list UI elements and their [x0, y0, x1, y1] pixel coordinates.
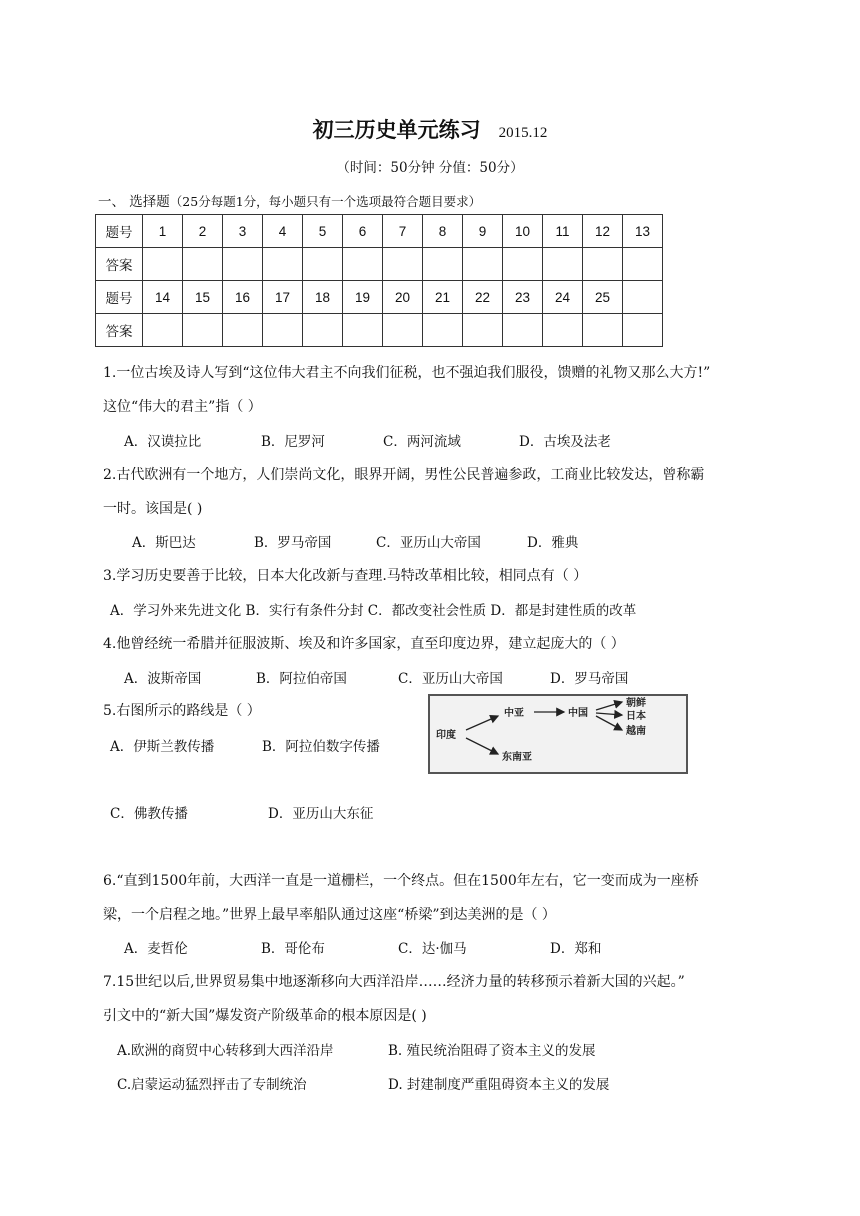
answer-cell[interactable]	[423, 314, 463, 347]
exam-info: （时间：50分钟 分值：50分）	[336, 160, 524, 176]
q5-option-a[interactable]: A．伊斯兰教传播	[110, 739, 215, 755]
answer-cell[interactable]	[543, 248, 583, 281]
answer-cell[interactable]	[583, 314, 623, 347]
question-number: 14	[143, 281, 183, 314]
node-korea: 朝鲜	[626, 698, 646, 709]
arrow-india-to-southeast-asia	[466, 738, 498, 754]
node-southeast-asia: 东南亚	[502, 752, 532, 763]
section-heading	[98, 190, 481, 210]
node-japan: 日本	[626, 711, 646, 722]
q4-option-d[interactable]: D．罗马帝国	[550, 671, 629, 687]
answer-cell[interactable]	[343, 248, 383, 281]
q7-option-c[interactable]: C.启蒙运动猛烈抨击了专制统治	[117, 1077, 307, 1093]
question-6-text-line2: 梁，一个启程之地。”世界上最早率船队通过这座“桥梁”到达美洲的是（ ）	[103, 907, 556, 923]
answer-cell[interactable]	[303, 248, 343, 281]
answer-cell[interactable]	[263, 248, 303, 281]
table-row	[96, 281, 663, 314]
question-number: 18	[303, 281, 343, 314]
answer-cell[interactable]	[463, 248, 503, 281]
q7-option-a[interactable]: A.欧洲的商贸中心转移到大西洋沿岸	[117, 1043, 334, 1059]
q1-option-b[interactable]: B．尼罗河	[261, 434, 325, 450]
question-3-text: 3.学习历史要善于比较，日本大化改新与查理.马特改革相比较，相同点有（ ）	[103, 568, 588, 584]
question-number: 16	[223, 281, 263, 314]
q3-options[interactable]: A．学习外来先进文化 B．实行有条件分封 C．都改变社会性质 D．都是封建性质的改革	[110, 603, 637, 619]
answer-cell[interactable]	[183, 248, 223, 281]
question-number: 13	[623, 215, 663, 248]
question-number: 6	[343, 215, 383, 248]
question-5-text: 5.右图所示的路线是（ ）	[103, 703, 261, 719]
q5-option-d[interactable]: D．亚历山大东征	[268, 806, 374, 822]
q7-option-b[interactable]: B. 殖民统治阻碍了资本主义的发展	[388, 1043, 596, 1059]
table-row	[96, 215, 663, 248]
q4-option-c[interactable]: C．亚历山大帝国	[398, 671, 503, 687]
arrow-china-to-vietnam	[596, 716, 622, 730]
question-number: 19	[343, 281, 383, 314]
row-header: 答案	[96, 248, 143, 281]
question-number: 15	[183, 281, 223, 314]
answer-cell[interactable]	[463, 314, 503, 347]
question-4-text: 4.他曾经统一希腊并征服波斯、埃及和许多国家，直至印度边界，建立起庞大的（ ）	[103, 636, 625, 652]
question-number: 9	[463, 215, 503, 248]
q6-option-d[interactable]: D．郑和	[550, 941, 602, 957]
question-number: 4	[263, 215, 303, 248]
node-india: 印度	[436, 730, 456, 741]
question-number: 1	[143, 215, 183, 248]
answer-cell[interactable]	[583, 248, 623, 281]
answer-cell[interactable]	[143, 314, 183, 347]
answer-cell	[623, 314, 663, 347]
answer-cell[interactable]	[343, 314, 383, 347]
answer-cell[interactable]	[503, 314, 543, 347]
question-number: 17	[263, 281, 303, 314]
question-number: 12	[583, 215, 623, 248]
answer-cell[interactable]	[383, 314, 423, 347]
answer-cell[interactable]	[383, 248, 423, 281]
q2-option-d[interactable]: D．雅典	[527, 535, 579, 551]
q2-option-c[interactable]: C．亚历山大帝国	[376, 535, 481, 551]
answer-cell[interactable]	[263, 314, 303, 347]
answer-cell[interactable]	[183, 314, 223, 347]
question-number: 25	[583, 281, 623, 314]
table-row	[96, 314, 663, 347]
row-header: 答案	[96, 314, 143, 347]
question-1-text: 1.一位古埃及诗人写到“这位伟大君主不向我们征税，也不强迫我们服役，馈赠的礼物又那么大方!”	[103, 365, 711, 381]
section-note: （25分每题1分，每小题只有一个选项最符合题目要求）	[169, 194, 482, 209]
question-number: 23	[503, 281, 543, 314]
question-number: 24	[543, 281, 583, 314]
question-1-text-line2: 这位“伟大的君主”指（ ）	[103, 399, 262, 415]
q6-option-c[interactable]: C．达·伽马	[398, 941, 467, 957]
question-number: 2	[183, 215, 223, 248]
question-number: 10	[503, 215, 543, 248]
question-6-text: 6.“直到1500年前，大西洋一直是一道栅栏，一个终点。但在1500年左右，它一变而成为一座桥	[103, 873, 699, 889]
node-vietnam: 越南	[626, 726, 646, 737]
answer-cell[interactable]	[223, 248, 263, 281]
answer-cell[interactable]	[503, 248, 543, 281]
route-diagram	[428, 694, 688, 774]
answer-table	[95, 214, 663, 347]
q2-option-a[interactable]: A．斯巴达	[132, 535, 196, 551]
q1-option-a[interactable]: A．汉谟拉比	[124, 434, 202, 450]
q4-option-a[interactable]: A．波斯帝国	[124, 671, 202, 687]
question-number: 11	[543, 215, 583, 248]
question-number: 20	[383, 281, 423, 314]
row-header: 题号	[96, 215, 143, 248]
arrow-china-to-japan	[596, 713, 622, 715]
question-2-text: 2.古代欧洲有一个地方，人们崇尚文化，眼界开阔，男性公民普遍参政，工商业比较发达，曾称霸	[103, 467, 705, 483]
table-row	[96, 248, 663, 281]
answer-cell[interactable]	[623, 248, 663, 281]
q5-option-b[interactable]: B．阿拉伯数字传播	[262, 739, 380, 755]
q5-option-c[interactable]: C．佛教传播	[110, 806, 188, 822]
node-china: 中国	[568, 708, 588, 719]
question-number	[623, 281, 663, 314]
question-number: 22	[463, 281, 503, 314]
arrow-india-to-central-asia	[466, 716, 498, 730]
q6-option-a[interactable]: A．麦哲伦	[124, 941, 188, 957]
arrow-china-to-korea	[596, 702, 622, 710]
question-number: 8	[423, 215, 463, 248]
question-number: 5	[303, 215, 343, 248]
q1-option-d[interactable]: D．古埃及法老	[519, 434, 611, 450]
section-label: 一、 选择题	[98, 194, 170, 210]
title-date: 2015.12	[498, 125, 548, 141]
question-7-text-line2: 引文中的“新大国”爆发资产阶级革命的根本原因是( )	[103, 1008, 427, 1024]
answer-cell[interactable]	[543, 314, 583, 347]
question-7-text: 7.15世纪以后,世界贸易集中地逐渐移向大西洋沿岸……经济力量的转移预示着新大国的兴起。”	[103, 974, 685, 990]
row-header: 题号	[96, 281, 143, 314]
node-central-asia: 中亚	[504, 708, 524, 719]
q7-option-d[interactable]: D. 封建制度严重阻碍资本主义的发展	[388, 1077, 610, 1093]
title-text: 初三历史单元练习	[312, 117, 481, 142]
q4-option-b[interactable]: B．阿拉伯帝国	[256, 671, 347, 687]
page-title	[0, 114, 860, 144]
question-number: 3	[223, 215, 263, 248]
q6-option-b[interactable]: B．哥伦布	[261, 941, 325, 957]
q2-option-b[interactable]: B．罗马帝国	[254, 535, 332, 551]
answer-cell[interactable]	[143, 248, 183, 281]
q1-option-c[interactable]: C．两河流域	[383, 434, 461, 450]
question-2-text-line2: 一时。该国是( )	[103, 501, 203, 517]
answer-cell[interactable]	[303, 314, 343, 347]
question-number: 21	[423, 281, 463, 314]
answer-cell[interactable]	[423, 248, 463, 281]
question-number: 7	[383, 215, 423, 248]
answer-cell[interactable]	[223, 314, 263, 347]
route-diagram-svg	[430, 696, 682, 768]
